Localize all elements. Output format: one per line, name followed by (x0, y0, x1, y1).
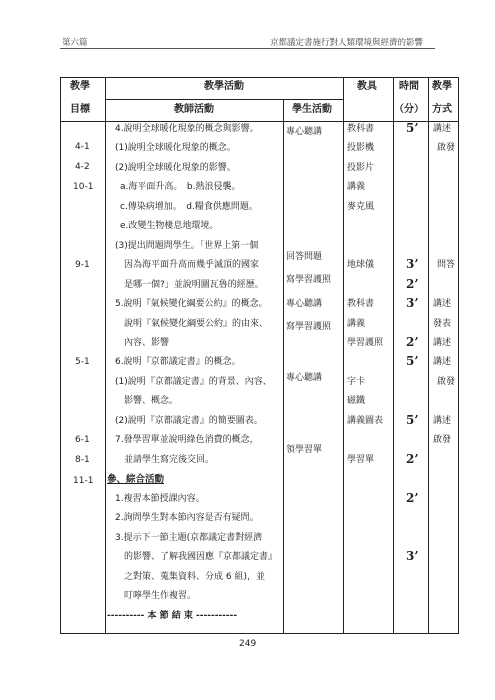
aid-item: 字卡 (347, 377, 366, 387)
time-minutes: 2’ (406, 335, 419, 349)
head-teacher: 教師活動 (174, 104, 214, 115)
aid-item: 磁鐵 (347, 396, 366, 406)
time-minutes: 2’ (406, 277, 419, 291)
student-activity: 寫學習護照 (286, 322, 332, 332)
teacher-line: (1)說明全球暖化現象的概念。 (115, 143, 236, 153)
time-minutes: 2’ (406, 452, 419, 466)
teacher-line: (2)說明『京都議定書』的簡要圖表。 (115, 416, 263, 426)
aid-item: 地球儀 (347, 260, 375, 270)
teacher-line: (1)說明『京都議定書』的背景、內容、 (115, 377, 272, 387)
summary-line: 的影響、了解我國因應『京都議定書』 (124, 552, 278, 562)
summary-line: 3.提示下一節主題(京都議定書對經濟 (115, 533, 263, 543)
method-item: 發表 (433, 319, 452, 329)
target-code: 11-1 (73, 476, 94, 486)
header-right: 京都議定書施行對人類環境與經濟的影響 (269, 38, 423, 48)
student-activity: 領學習單 (286, 445, 323, 455)
teacher-line: 4.說明全球暖化現象的概念與影響。 (115, 124, 259, 134)
method-item: 講述 (433, 338, 452, 348)
teacher-line: (2)說明全球暖化現象的影響。 (115, 163, 236, 173)
aid-item: 講義 (347, 319, 366, 329)
head-target-1: 教學 (70, 81, 90, 92)
teacher-line: 並請學生寫完後交回。 (124, 455, 215, 465)
target-code: 4-1 (75, 142, 90, 152)
aid-item: 講義圖表 (347, 416, 384, 426)
target-code: 6-1 (75, 435, 90, 445)
aid-item: 投影機 (347, 143, 375, 153)
summary-line: 叮嚀學生作複習。 (124, 591, 197, 601)
teacher-line: 5.說明『氣候變化綱要公約』的概念。 (115, 299, 268, 309)
teacher-line: c.傳染病增加。 d.糧食供應問題。 (120, 202, 258, 212)
student-activity: 專心聽講 (286, 127, 323, 137)
time-minutes: 3’ (406, 549, 419, 563)
head-method-1: 教學 (432, 81, 452, 92)
lesson-table (60, 77, 459, 634)
row-divider (105, 99, 343, 100)
time-minutes: 5’ (406, 121, 419, 135)
time-minutes: 5’ (406, 413, 419, 427)
head-time-2: （分） (394, 104, 424, 115)
summary-title: 參、綜合活動 (107, 474, 165, 485)
method-item: 啟發 (437, 143, 456, 153)
summary-line: 2.詢問學生對本節內容是否有疑問。 (115, 513, 259, 523)
time-minutes: 2’ (406, 491, 419, 505)
teacher-line: 影響、概念。 (124, 396, 179, 406)
student-activity: 專心聽講 (286, 373, 323, 383)
time-minutes: 3’ (406, 257, 419, 271)
col-divider (283, 99, 284, 634)
aid-item: 教科書 (347, 124, 375, 134)
aid-item: 投影片 (347, 163, 375, 173)
teacher-line: a.海平面升高。 b.熱浪侵襲。 (120, 182, 241, 192)
teacher-line: (3)提出問題問學生。「世界上第一個 (115, 241, 259, 251)
method-item: 啟發 (437, 377, 456, 387)
summary-line: 之對策、蒐集資料、分成 6 組)，並 (124, 572, 265, 582)
target-code: 8-1 (75, 455, 90, 465)
summary-line: 1.複習本節授課內容。 (115, 494, 205, 504)
aid-item: 學習護照 (347, 338, 384, 348)
target-code: 10-1 (73, 182, 94, 192)
method-item: 講述 (433, 416, 452, 426)
head-target-2: 目標 (70, 104, 90, 115)
teacher-line: 說明『氣候變化綱要公約』的由來、 (124, 319, 269, 329)
teacher-line: 7.發學習單並說明綠色消費的概念， (115, 435, 259, 445)
method-item: 啟發 (433, 435, 452, 445)
head-aids: 教具 (357, 81, 377, 92)
method-item: 講述 (433, 124, 452, 134)
teacher-line: 是哪一個?」並說明圖瓦魯的經歷。 (124, 280, 264, 290)
page-number: 249 (239, 639, 257, 649)
head-time-1: 時間 (399, 81, 419, 92)
teacher-line: 6.說明『京都議定書』的概念。 (115, 357, 241, 367)
student-activity: 寫學習護照 (286, 275, 332, 285)
method-item: 講述 (433, 357, 452, 367)
teacher-line: 因為海平面升高而幾乎滅頂的國家 (124, 260, 260, 270)
aid-item: 麥克風 (347, 202, 375, 212)
method-item: 問答 (437, 260, 456, 270)
time-minutes: 5’ (406, 354, 419, 368)
header-rule (60, 48, 435, 49)
row-divider (60, 121, 459, 122)
col-divider (105, 77, 106, 634)
head-method-2: 方式 (432, 104, 452, 115)
aid-item: 學習單 (347, 455, 375, 465)
aid-item: 講義 (347, 182, 366, 192)
target-code: 4-2 (75, 162, 90, 172)
student-activity: 專心聽講 (286, 299, 323, 309)
target-code: 9-1 (75, 260, 90, 270)
teacher-line: e.改變生物棲息地環境。 (120, 221, 219, 231)
col-divider (393, 77, 394, 634)
col-divider (428, 77, 429, 634)
head-student: 學生活動 (292, 104, 332, 115)
method-item: 講述 (433, 299, 452, 309)
aid-item: 教科書 (347, 299, 375, 309)
end-of-section: ---------- 本 節 結 束 ----------- (107, 611, 238, 621)
student-activity: 回答問題 (286, 252, 323, 262)
target-code: 5-1 (75, 357, 90, 367)
time-minutes: 3’ (406, 296, 419, 310)
header-left: 第六篇 (62, 38, 88, 48)
head-activity: 教學活動 (204, 81, 244, 92)
col-divider (343, 77, 344, 634)
teacher-line: 內容、影響 (124, 338, 170, 348)
